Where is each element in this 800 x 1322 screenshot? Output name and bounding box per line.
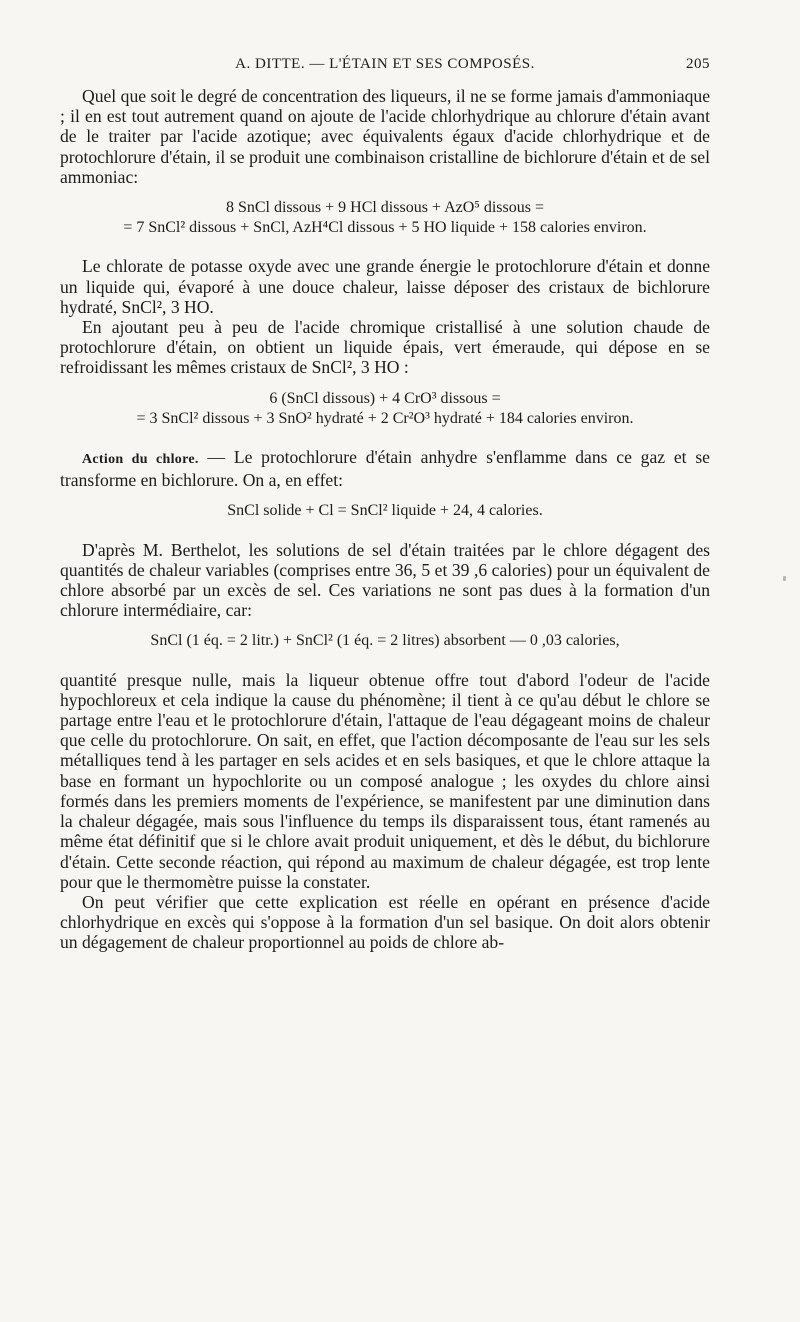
equation-1-line-1: 8 SnCl dissous + 9 HCl dissous + AzO⁵ dissous = — [225, 199, 545, 217]
paragraph-3: En ajoutant peu à peu de l'acide chromique cristallisé à une solution chaude de protochlorure d'étain, on obtient un liquide épais, vert émeraude, qui dépose en se refroidissant les mêmes cristaux de SnCl², 3 HO : — [60, 317, 710, 378]
section-heading: Action du chlore. — [82, 452, 199, 468]
running-title: A. DITTE. — L'ÉTAIN ET SES COMPOSÉS. — [235, 56, 535, 72]
running-header — [60, 56, 710, 78]
equation-2-line-2: = 3 SnCl² dissous + 3 SnO² hydraté + 2 Cr²O³ hydraté + 184 calories environ. — [136, 409, 634, 427]
paragraph-5: D'après M. Berthelot, les solutions de sel d'étain traitées par le chlore dégagent des quantités de chaleur variables (comprises entre 36, 5 et 39 ,6 calories) pour un équivalent de chlore absorbé par un excès de sel. Ces variations ne sont pas dues à la formation d'un chlorure intermédiaire, car: — [60, 539, 710, 621]
paragraph-4-text: — Le protochlorure d'étain anhydre s'enflamme dans ce gaz et se transforme en bichlorure. On a, en effet: — [60, 447, 710, 491]
equation-4: SnCl (1 éq. = 2 litr.) + SnCl² (1 éq. = 2 litres) absorbent — 0 ,03 calories, — [150, 632, 620, 650]
paragraph-4 — [60, 447, 710, 490]
paragraph-6: quantité presque nulle, mais la liqueur obtenue offre tout d'abord l'odeur de l'acide hypochloreux et cela indique la cause du phénomène; il tient à ce qu'au début le chlore se partage entre l'eau et le protochlorure d'étain, l'attaque de l'eau dégageant moins de chaleur que celle du protochlorure. On sait, en effet, que l'action décomposante de l'eau sur les sels métalliques tend à les partager en sels acides et en sels basiques, et que le chlore attaque la base en formant un hypochlorite ou un composé analogue ; les oxydes du chlore ainsi formés dans les premiers moments de l'expérience, se manifestent par une diminution dans la chaleur dégagée, mais sous l'influence du temps ils disparaissent tous, étant ramenés au même état définitif que si le chlore avait produit uniquement, et dès le début, du bichlorure d'étain. Cette seconde réaction, qui répond au maximum de chaleur dégagée, est trop lente pour que le thermomètre puisse la constater. — [60, 669, 710, 892]
paragraph-2: Le chlorate de potasse oxyde avec une grande énergie le protochlorure d'étain et donne un liquide qui, évaporé à une douce chaleur, laisse déposer des cristaux de bichlorure hydraté, SnCl², 3 HO. — [60, 256, 710, 317]
page-body — [60, 86, 710, 953]
paper-speck — [783, 576, 786, 581]
paragraph-7: On peut vérifier que cette explication est réelle en opérant en présence d'acide chlorhydrique en excès qui s'oppose à la formation d'un sel basique. On doit alors obtenir un dégagement de chaleur proportionnel au poids de chlore ab- — [60, 891, 710, 953]
equation-3: SnCl solide + Cl = SnCl² liquide + 24, 4 calories. — [227, 502, 543, 520]
equation-2-line-1: 6 (SnCl dissous) + 4 CrO³ dissous = — [269, 389, 501, 407]
page-number: 205 — [686, 56, 710, 72]
equation-1-line-2: = 7 SnCl² dissous + SnCl, AzH⁴Cl dissous + 5 HO liquide + 158 calories environ. — [123, 219, 647, 237]
paragraph-1: Quel que soit le degré de concentration des liqueurs, il ne se forme jamais d'ammoniaque ; il en est tout autrement quand on ajoute de l'acide chlorhydrique au chlorure d'étain avant de le traiter par l'acide azotique; avec équivalents égaux d'acide chlorhydrique et de protochlorure d'étain, il se produit une combinaison cristalline de bichlorure d'étain et de sel ammoniac: — [60, 86, 710, 187]
